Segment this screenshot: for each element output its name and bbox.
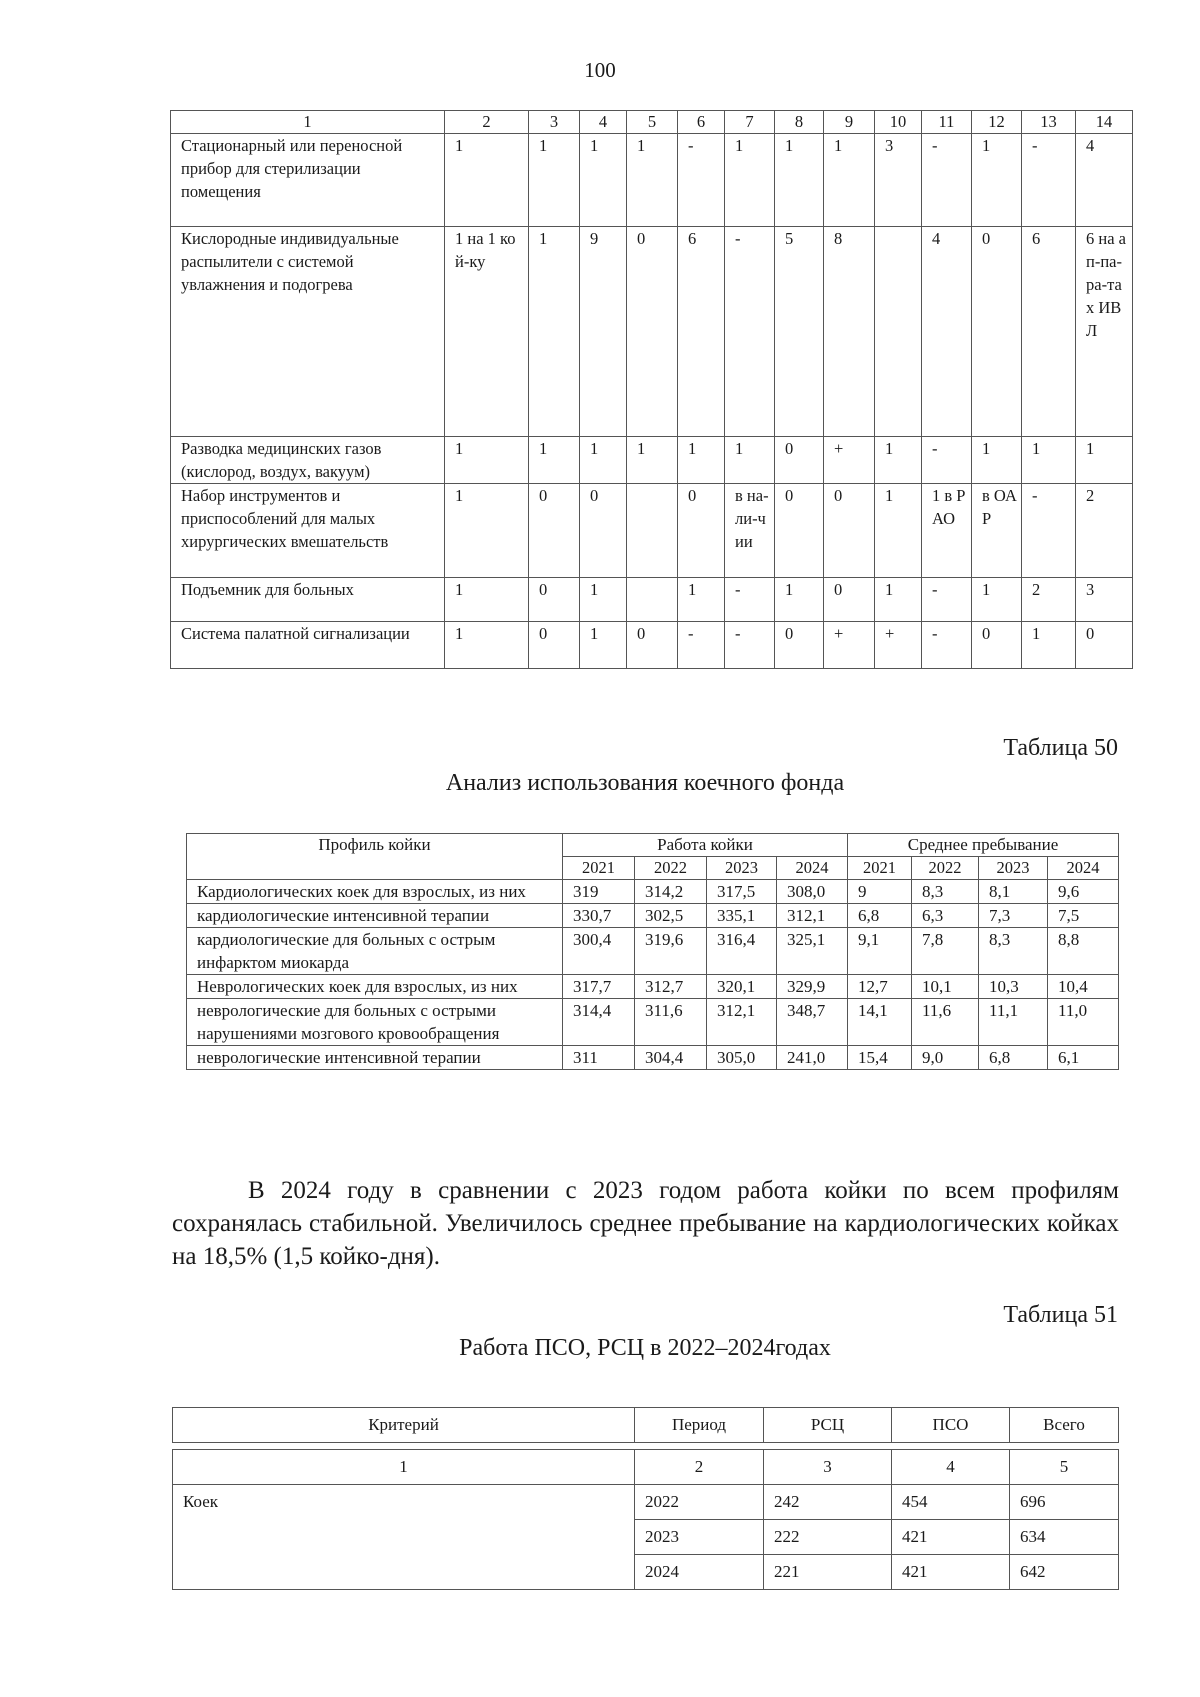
table-cell: 1: [1076, 437, 1133, 484]
table-cell: 1: [445, 437, 529, 484]
table-row: [171, 134, 1133, 227]
table-cell: 317,5: [707, 880, 777, 904]
table-cell: 14,1: [848, 999, 912, 1046]
table-51-caption: Таблица 51: [1003, 1302, 1118, 1328]
table-cell: 1 в РАО: [922, 484, 972, 578]
table-50-title: Анализ использования коечного фонда: [445, 770, 845, 796]
period-cell: 2022: [635, 1485, 764, 1520]
row-label: Кардиологических коек для взрослых, из них: [187, 880, 563, 904]
table-cell: 8,3: [912, 880, 979, 904]
table-cell: 9: [580, 227, 627, 437]
table-cell: 6,8: [979, 1046, 1048, 1070]
table-cell: в на-ли-чии: [725, 484, 775, 578]
page-number: 100: [584, 58, 616, 82]
table-row: [171, 622, 1133, 669]
avg-stay-header: Среднее пребывание: [848, 834, 1119, 857]
table-cell: 6,3: [912, 904, 979, 928]
table-cell: 1: [445, 484, 529, 578]
period-cell: 2024: [635, 1555, 764, 1590]
table-cell: 0: [529, 578, 580, 622]
column-number: 12: [972, 111, 1022, 134]
row-label: Система палатной сигнализации: [171, 622, 445, 669]
table-cell: 0: [529, 484, 580, 578]
table-cell: 696: [1010, 1485, 1119, 1520]
table-cell: 304,4: [635, 1046, 707, 1070]
bed-usage-table: [186, 833, 1119, 1070]
table-cell: 1: [972, 578, 1022, 622]
year-header: 2021: [848, 857, 912, 880]
table-cell: 0: [775, 622, 824, 669]
year-header: 2021: [563, 857, 635, 880]
row-label: неврологические интенсивной терапии: [187, 1046, 563, 1070]
table-row: [171, 578, 1133, 622]
year-header: 2022: [635, 857, 707, 880]
column-number: 3: [764, 1450, 892, 1485]
column-number: 10: [875, 111, 922, 134]
pso-rsc-table: [172, 1407, 1119, 1590]
table-cell: 454: [892, 1485, 1010, 1520]
table-cell: 0: [972, 622, 1022, 669]
equipment-table: [170, 110, 1133, 669]
table-cell: 1: [580, 622, 627, 669]
table-cell: 634: [1010, 1520, 1119, 1555]
table-51-title: Работа ПСО, РСЦ в 2022–2024годах: [459, 1335, 831, 1361]
table-row: [171, 437, 1133, 484]
table-cell: 1: [1022, 437, 1076, 484]
table-header-row: [173, 1408, 1119, 1443]
table-cell: 1: [445, 622, 529, 669]
table-cell: 325,1: [777, 928, 848, 975]
column-number: 13: [1022, 111, 1076, 134]
column-number: 2: [445, 111, 529, 134]
table-cell: +: [824, 437, 875, 484]
column-number: 6: [678, 111, 725, 134]
table-cell: 9,1: [848, 928, 912, 975]
table-cell: 9,0: [912, 1046, 979, 1070]
table-row: [187, 904, 1119, 928]
table-cell: 7,8: [912, 928, 979, 975]
table-cell: 8: [824, 227, 875, 437]
column-number: 5: [627, 111, 678, 134]
year-header: 2022: [912, 857, 979, 880]
table-cell: 1: [529, 134, 580, 227]
rsc-header: РСЦ: [764, 1408, 892, 1443]
table-cell: 6: [1022, 227, 1076, 437]
table-cell: 10,3: [979, 975, 1048, 999]
table-header-row: [171, 111, 1133, 134]
table-cell: 3: [875, 134, 922, 227]
table-cell: 0: [678, 484, 725, 578]
table-cell: 0: [972, 227, 1022, 437]
table-row: [187, 880, 1119, 904]
table-cell: 222: [764, 1520, 892, 1555]
row-label: Стационарный или переносной прибор для стерилизации помещения: [171, 134, 445, 227]
column-number: 1: [171, 111, 445, 134]
table-cell: 10,4: [1048, 975, 1119, 999]
table-cell: 0: [824, 484, 875, 578]
table-cell: 300,4: [563, 928, 635, 975]
table-cell: [627, 484, 678, 578]
table-cell: 1: [580, 578, 627, 622]
table-cell: 1: [445, 578, 529, 622]
table-cell: 1: [725, 134, 775, 227]
criterion-header: Критерий: [173, 1408, 635, 1443]
table-cell: 1: [875, 484, 922, 578]
table-cell: 311: [563, 1046, 635, 1070]
table-cell: 5: [775, 227, 824, 437]
total-header: Всего: [1010, 1408, 1119, 1443]
column-number: 1: [173, 1450, 635, 1485]
table-cell: +: [824, 622, 875, 669]
table-cell: 311,6: [635, 999, 707, 1046]
row-label: Разводка медицинских газов (кислород, воздух, вакуум): [171, 437, 445, 484]
table-cell: 8,3: [979, 928, 1048, 975]
table-cell: 241,0: [777, 1046, 848, 1070]
period-header: Период: [635, 1408, 764, 1443]
table-cell: 302,5: [635, 904, 707, 928]
table-cell: -: [922, 437, 972, 484]
table-cell: 12,7: [848, 975, 912, 999]
table-cell: 1: [972, 437, 1022, 484]
table-cell: [627, 578, 678, 622]
table-cell: [875, 227, 922, 437]
table-header-row: [187, 834, 1119, 857]
table-cell: 421: [892, 1555, 1010, 1590]
table-cell: 335,1: [707, 904, 777, 928]
year-header: 2024: [1048, 857, 1119, 880]
table-cell: 0: [775, 437, 824, 484]
column-number: 7: [725, 111, 775, 134]
row-label: Подъемник для больных: [171, 578, 445, 622]
table-cell: 3: [1076, 578, 1133, 622]
table-cell: +: [875, 622, 922, 669]
year-header: 2023: [979, 857, 1048, 880]
table-cell: 1: [678, 437, 725, 484]
work-header: Работа койки: [563, 834, 848, 857]
table-cell: -: [1022, 134, 1076, 227]
table-cell: 2: [1022, 578, 1076, 622]
table-cell: 1: [824, 134, 875, 227]
table-cell: 319: [563, 880, 635, 904]
row-label: кардиологические интенсивной терапии: [187, 904, 563, 928]
table-cell: 6 на ап-па-ра-тах ИВ Л: [1076, 227, 1133, 437]
table-cell: 642: [1010, 1555, 1119, 1590]
table-row: [173, 1485, 1119, 1520]
column-number: 4: [892, 1450, 1010, 1485]
table-row: [171, 227, 1133, 437]
table-cell: -: [725, 227, 775, 437]
table-cell: 1: [875, 437, 922, 484]
table-cell: 348,7: [777, 999, 848, 1046]
table-cell: 11,1: [979, 999, 1048, 1046]
row-label: кардиологические для больных с острым инфарктом миокарда: [187, 928, 563, 975]
table-cell: 0: [580, 484, 627, 578]
table-cell: 221: [764, 1555, 892, 1590]
table-cell: -: [725, 578, 775, 622]
body-paragraph: В 2024 году в сравнении с 2023 годом работа койки по всем профилям сохранялась стабильной. Увеличилось среднее пребывание на кардиологических койках на 18,5% (1,5 койко-дня).: [172, 1177, 1119, 1270]
table-cell: 0: [529, 622, 580, 669]
table-cell: 0: [627, 622, 678, 669]
table-cell: 1: [775, 134, 824, 227]
header-separator: [173, 1443, 1119, 1450]
table-cell: 312,7: [635, 975, 707, 999]
table-cell: 0: [627, 227, 678, 437]
table-cell: -: [1022, 484, 1076, 578]
table-50-caption: Таблица 50: [1003, 735, 1118, 761]
table-cell: 6,1: [1048, 1046, 1119, 1070]
table-row: [187, 999, 1119, 1046]
table-cell: -: [678, 134, 725, 227]
table-cell: 1: [445, 134, 529, 227]
table-cell: 319,6: [635, 928, 707, 975]
table-cell: 1: [580, 437, 627, 484]
row-label: Кислородные индивидуальные распылители с системой увлажнения и подогрева: [171, 227, 445, 437]
table-cell: 8,8: [1048, 928, 1119, 975]
table-cell: 1: [725, 437, 775, 484]
table-cell: -: [725, 622, 775, 669]
table-cell: 1: [972, 134, 1022, 227]
table-cell: 0: [775, 484, 824, 578]
column-number: 14: [1076, 111, 1133, 134]
table-cell: 7,3: [979, 904, 1048, 928]
table-cell: 6: [678, 227, 725, 437]
table-cell: 1 на 1 кой-ку: [445, 227, 529, 437]
table-cell: 1: [775, 578, 824, 622]
table-cell: -: [678, 622, 725, 669]
table-cell: 0: [1076, 622, 1133, 669]
column-number: 5: [1010, 1450, 1119, 1485]
year-header: 2024: [777, 857, 848, 880]
column-number: 4: [580, 111, 627, 134]
table-cell: 1: [627, 134, 678, 227]
table-cell: 9,6: [1048, 880, 1119, 904]
table-cell: 1: [529, 437, 580, 484]
table-cell: 10,1: [912, 975, 979, 999]
table-cell: 8,1: [979, 880, 1048, 904]
table-cell: 314,4: [563, 999, 635, 1046]
table-cell: 317,7: [563, 975, 635, 999]
table-cell: 1: [1022, 622, 1076, 669]
table-cell: 421: [892, 1520, 1010, 1555]
table-cell: 1: [529, 227, 580, 437]
table-number-row: [173, 1450, 1119, 1485]
column-number: 8: [775, 111, 824, 134]
table-cell: 316,4: [707, 928, 777, 975]
table-cell: 308,0: [777, 880, 848, 904]
table-cell: 305,0: [707, 1046, 777, 1070]
table-cell: -: [922, 622, 972, 669]
table-cell: в ОАР: [972, 484, 1022, 578]
table-cell: 242: [764, 1485, 892, 1520]
table-cell: 4: [1076, 134, 1133, 227]
table-cell: 1: [875, 578, 922, 622]
row-label: неврологические для больных с острыми нарушениями мозгового кровообращения: [187, 999, 563, 1046]
table-cell: 320,1: [707, 975, 777, 999]
table-cell: 1: [580, 134, 627, 227]
table-row: [187, 928, 1119, 975]
table-cell: -: [922, 134, 972, 227]
table-cell: 6,8: [848, 904, 912, 928]
year-header: 2023: [707, 857, 777, 880]
profile-header: Профиль койки: [187, 834, 563, 880]
period-cell: 2023: [635, 1520, 764, 1555]
pso-header: ПСО: [892, 1408, 1010, 1443]
table-cell: 330,7: [563, 904, 635, 928]
table-cell: 1: [678, 578, 725, 622]
table-cell: -: [922, 578, 972, 622]
column-number: 11: [922, 111, 972, 134]
table-cell: 7,5: [1048, 904, 1119, 928]
column-number: 9: [824, 111, 875, 134]
column-number: 3: [529, 111, 580, 134]
table-cell: 9: [848, 880, 912, 904]
table-cell: 2: [1076, 484, 1133, 578]
criterion-cell: Коек: [173, 1485, 635, 1590]
row-label: Неврологических коек для взрослых, из них: [187, 975, 563, 999]
table-row: [187, 975, 1119, 999]
table-cell: 312,1: [707, 999, 777, 1046]
table-cell: 11,6: [912, 999, 979, 1046]
table-cell: 15,4: [848, 1046, 912, 1070]
table-cell: 314,2: [635, 880, 707, 904]
table-cell: 0: [824, 578, 875, 622]
table-cell: 329,9: [777, 975, 848, 999]
table-cell: 1: [627, 437, 678, 484]
table-cell: 11,0: [1048, 999, 1119, 1046]
table-cell: 312,1: [777, 904, 848, 928]
table-row: [171, 484, 1133, 578]
table-row: [187, 1046, 1119, 1070]
row-label: Набор инструментов и приспособлений для малых хирургических вмешательств: [171, 484, 445, 578]
column-number: 2: [635, 1450, 764, 1485]
table-cell: 4: [922, 227, 972, 437]
